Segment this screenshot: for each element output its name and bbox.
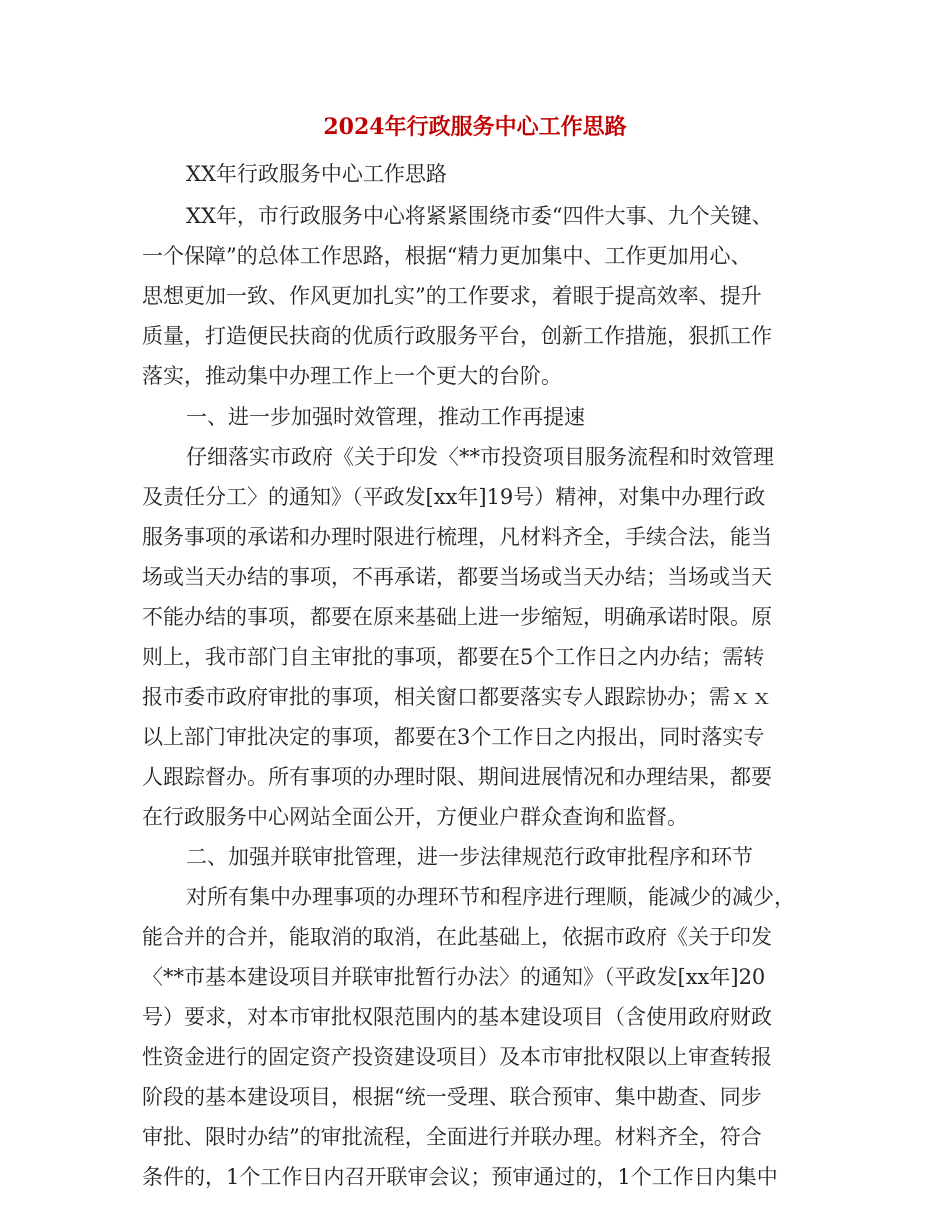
paragraph-line: 以上部门审批决定的事项，都要在3个工作日之内报出，同时落实专 xyxy=(142,725,765,749)
paragraph-line: 人跟踪督办。所有事项的办理时限、期间进展情况和办理结果，都要 xyxy=(142,765,772,789)
paragraph-line: 性资金进行的固定资产投资建设项目）及本市审批权限以上审查转报 xyxy=(142,1045,772,1069)
paragraph-line: 报市委市政府审批的事项，相关窗口都要落实专人跟踪协办；需ｘｘ xyxy=(142,685,772,709)
section-heading: 二、加强并联审批管理，进一步法律规范行政审批程序和环节 xyxy=(186,845,753,869)
paragraph-line: 场或当天办结的事项，不再承诺，都要当场或当天办结；当场或当天 xyxy=(142,565,772,589)
paragraph-line: 质量，打造便民扶商的优质行政服务平台，创新工作措施，狠抓工作 xyxy=(142,324,772,348)
paragraph-line: 阶段的基本建设项目，根据“统一受理、联合预审、集中勘查、同步 xyxy=(142,1085,762,1109)
paragraph-line: 审批、限时办结”的审批流程，全面进行并联办理。材料齐全，符合 xyxy=(142,1125,762,1149)
paragraph-line: 仔细落实市政府《关于印发〈**市投资项目服务流程和时效管理 xyxy=(186,445,774,469)
paragraph-line: 服务事项的承诺和办理时限进行梳理，凡材料齐全，手续合法，能当 xyxy=(142,525,772,549)
paragraph-line: 思想更加一致、作风更加扎实”的工作要求，着眼于提高效率、提升 xyxy=(142,284,762,308)
paragraph-line: 在行政服务中心网站全面公开，方便业户群众查询和监督。 xyxy=(142,805,688,829)
paragraph-line: 对所有集中办理事项的办理环节和程序进行理顺，能减少的减少， xyxy=(186,885,795,909)
paragraph-line: 及责任分工〉的通知》（平政发[xx年]19号）精神，对集中办理行政 xyxy=(142,485,766,509)
paragraph-line: 号）要求，对本市审批权限范围内的基本建设项目（含使用政府财政 xyxy=(142,1005,772,1029)
section-heading: 一、进一步加强时效管理，推动工作再提速 xyxy=(186,405,585,429)
paragraph-line: 条件的，1个工作日内召开联审会议；预审通过的，1个工作日内集中 xyxy=(142,1165,778,1189)
paragraph-line: 能合并的合并，能取消的取消，在此基础上，依据市政府《关于印发 xyxy=(142,925,772,949)
paragraph-line: 〈**市基本建设项目并联审批暂行办法〉的通知》（平政发[xx年]20 xyxy=(142,965,766,989)
paragraph-line: 不能办结的事项，都要在原来基础上进一步缩短，明确承诺时限。原 xyxy=(142,605,772,629)
subtitle-line: XX年行政服务中心工作思路 xyxy=(186,162,447,186)
paragraph-line: 落实，推动集中办理工作上一个更大的台阶。 xyxy=(142,364,562,388)
paragraph-line: 一个保障”的总体工作思路，根据“精力更加集中、工作更加用心、 xyxy=(142,244,752,268)
paragraph-line: 则上，我市部门自主审批的事项，都要在5个工作日之内办结；需转 xyxy=(142,645,765,669)
document-title: 2024年行政服务中心工作思路 xyxy=(323,114,627,140)
paragraph-line: XX年，市行政服务中心将紧紧围绕市委“四件大事、九个关键、 xyxy=(186,204,773,228)
